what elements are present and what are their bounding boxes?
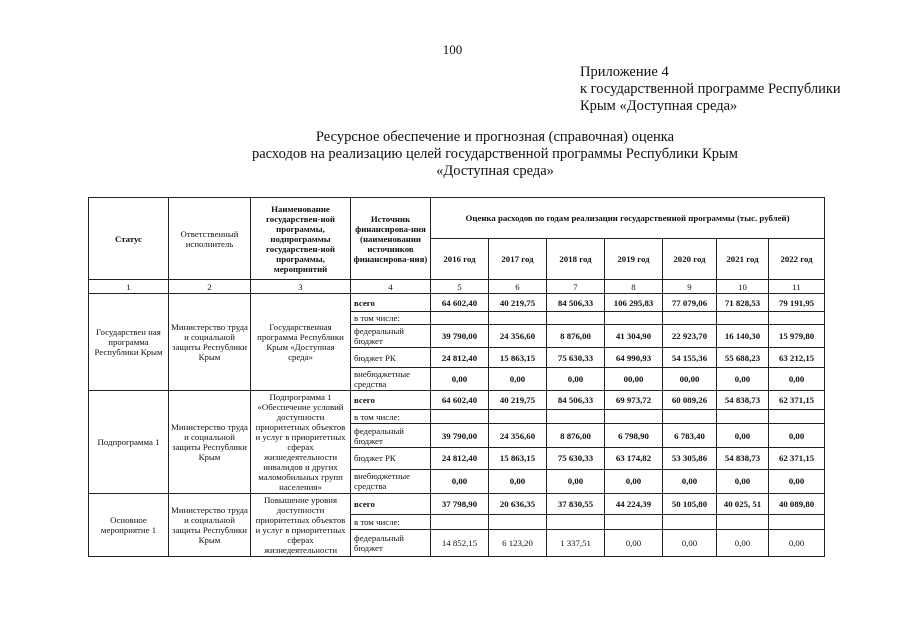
amount-cell xyxy=(605,515,663,530)
status-cell: Государствен ная программа Республики Крым xyxy=(89,294,169,391)
amount-cell: 0,00 xyxy=(431,368,489,391)
amount-cell: 15 863,15 xyxy=(489,448,547,469)
funding-source-cell: федеральный бюджет xyxy=(351,325,431,348)
amount-cell: 15 979,80 xyxy=(769,325,825,348)
amount-cell: 0,00 xyxy=(717,423,769,447)
amount-cell: 1 337,51 xyxy=(547,530,605,557)
amount-cell: 6 783,40 xyxy=(663,423,717,447)
amount-cell: 0,00 xyxy=(605,469,663,493)
amount-cell: 69 973,72 xyxy=(605,391,663,410)
amount-cell: 75 630,33 xyxy=(547,448,605,469)
amount-cell xyxy=(717,312,769,325)
funding-source-cell: в том числе: xyxy=(351,312,431,325)
table-body xyxy=(89,294,825,557)
amount-cell xyxy=(769,312,825,325)
amount-cell: 8 876,00 xyxy=(547,423,605,447)
amount-cell: 6 123,20 xyxy=(489,530,547,557)
funding-source-cell: в том числе: xyxy=(351,515,431,530)
column-index-row xyxy=(89,280,825,294)
amount-cell: 0,00 xyxy=(431,469,489,493)
amount-cell xyxy=(769,410,825,424)
amount-cell: 0,00 xyxy=(547,469,605,493)
funding-source-cell: всего xyxy=(351,494,431,515)
status-cell: Подпрограмма 1 xyxy=(89,391,169,494)
amount-cell xyxy=(489,410,547,424)
page-number: 100 xyxy=(442,42,463,57)
amount-cell: 0,00 xyxy=(489,469,547,493)
header-year: 2022 год xyxy=(769,239,825,280)
header-year: 2016 год xyxy=(431,239,489,280)
amount-cell: 0,00 xyxy=(547,368,605,391)
amount-cell: 0,00 xyxy=(769,469,825,493)
amount-cell: 62 371,15 xyxy=(769,391,825,410)
funding-source-cell: федеральный бюджет xyxy=(351,423,431,447)
amount-cell: 106 295,83 xyxy=(605,294,663,312)
header-year: 2019 год xyxy=(605,239,663,280)
amount-cell: 54 838,73 xyxy=(717,391,769,410)
funding-source-cell: в том числе: xyxy=(351,410,431,424)
amount-cell: 0,00 xyxy=(769,368,825,391)
amount-cell xyxy=(717,515,769,530)
amount-cell: 64 602,40 xyxy=(431,391,489,410)
amount-cell: 0,00 xyxy=(663,469,717,493)
amount-cell: 39 790,00 xyxy=(431,423,489,447)
amount-cell: 40 219,75 xyxy=(489,294,547,312)
amount-cell: 44 224,39 xyxy=(605,494,663,515)
amount-cell: 8 876,00 xyxy=(547,325,605,348)
amount-cell xyxy=(663,312,717,325)
amount-cell: 24 812,40 xyxy=(431,448,489,469)
amount-cell: 63 212,15 xyxy=(769,348,825,368)
header-row xyxy=(89,198,825,239)
title-line-1: Ресурсное обеспечение и прогнозная (справочная) оценка xyxy=(315,129,675,145)
title-line-2: расходов на реализацию целей государственной программы Республики Крым xyxy=(252,146,738,162)
amount-cell: 00,00 xyxy=(663,368,717,391)
column-index: 6 xyxy=(489,280,547,294)
amount-cell: 0,00 xyxy=(605,530,663,557)
amount-cell: 16 140,30 xyxy=(717,325,769,348)
header-executor: Ответственный исполнитель xyxy=(169,198,251,280)
amount-cell xyxy=(663,410,717,424)
program-name-cell: Государственная программа Республики Крым «Доступная среда» xyxy=(251,294,351,391)
amount-cell: 0,00 xyxy=(717,469,769,493)
amount-cell: 20 636,35 xyxy=(489,494,547,515)
amount-cell xyxy=(489,312,547,325)
amount-cell: 84 506,33 xyxy=(547,391,605,410)
amount-cell: 75 630,33 xyxy=(547,348,605,368)
column-index: 5 xyxy=(431,280,489,294)
amount-cell: 40 219,75 xyxy=(489,391,547,410)
funding-source-cell: всего xyxy=(351,391,431,410)
header-year: 2021 год xyxy=(717,239,769,280)
title-line-3: «Доступная среда» xyxy=(436,163,554,179)
header-status: Статус xyxy=(89,198,169,280)
amount-cell: 40 089,80 xyxy=(769,494,825,515)
executor-cell: Министерство труда и социальной защиты Республики Крым xyxy=(169,391,251,494)
funding-source-cell: бюджет РК xyxy=(351,448,431,469)
amount-cell xyxy=(431,410,489,424)
amount-cell: 53 305,86 xyxy=(663,448,717,469)
amount-cell: 0,00 xyxy=(769,423,825,447)
amount-cell: 0,00 xyxy=(663,530,717,557)
column-index: 3 xyxy=(251,280,351,294)
amount-cell xyxy=(547,515,605,530)
amount-cell xyxy=(547,312,605,325)
funding-source-cell: внебюджетные средства xyxy=(351,368,431,391)
column-index: 9 xyxy=(663,280,717,294)
program-name-cell: Повышение уровня доступности приоритетных объектов и услуг в приоритетных сферах жизнедеятельности xyxy=(251,494,351,557)
amount-cell xyxy=(605,312,663,325)
amount-cell: 24 812,40 xyxy=(431,348,489,368)
amount-cell: 14 852,15 xyxy=(431,530,489,557)
header-source: Источник финансирова-ния (наименовании источников финансирова-ния) xyxy=(351,198,431,280)
appendix-line-3: Крым «Доступная среда» xyxy=(580,98,738,114)
amount-cell: 0,00 xyxy=(769,530,825,557)
amount-cell: 37 798,90 xyxy=(431,494,489,515)
amount-cell: 37 830,55 xyxy=(547,494,605,515)
amount-cell: 24 356,60 xyxy=(489,423,547,447)
amount-cell: 40 025, 51 xyxy=(717,494,769,515)
amount-cell: 54 155,36 xyxy=(663,348,717,368)
amount-cell: 84 506,33 xyxy=(547,294,605,312)
executor-cell: Министерство труда и социальной защиты Республики Крым xyxy=(169,494,251,557)
table-row xyxy=(89,294,825,312)
funding-source-cell: бюджет РК xyxy=(351,348,431,368)
amount-cell xyxy=(431,515,489,530)
amount-cell: 22 923,70 xyxy=(663,325,717,348)
resource-table xyxy=(88,197,825,557)
amount-cell: 60 089,26 xyxy=(663,391,717,410)
amount-cell: 50 105,80 xyxy=(663,494,717,515)
amount-cell: 64 602,40 xyxy=(431,294,489,312)
header-year: 2018 год xyxy=(547,239,605,280)
amount-cell: 64 990,93 xyxy=(605,348,663,368)
amount-cell: 6 798,90 xyxy=(605,423,663,447)
amount-cell: 15 863,15 xyxy=(489,348,547,368)
appendix-line-2: к государственной программе Республики xyxy=(580,81,841,97)
appendix-note xyxy=(580,64,880,115)
amount-cell: 0,00 xyxy=(489,368,547,391)
table-row xyxy=(89,391,825,410)
amount-cell: 24 356,60 xyxy=(489,325,547,348)
header-year: 2017 год xyxy=(489,239,547,280)
column-index: 8 xyxy=(605,280,663,294)
column-index: 10 xyxy=(717,280,769,294)
table-row xyxy=(89,494,825,515)
column-index: 2 xyxy=(169,280,251,294)
amount-cell: 77 079,06 xyxy=(663,294,717,312)
program-name-cell: Подпрограмма 1 «Обеспечение условий доступности приоритетных объектов и услуг в приоритетных сферах жизнедеятельности инвалидов и других маломобильных групп населения» xyxy=(251,391,351,494)
amount-cell xyxy=(717,410,769,424)
document-title xyxy=(150,129,840,180)
column-index: 7 xyxy=(547,280,605,294)
amount-cell: 71 828,53 xyxy=(717,294,769,312)
funding-source-cell: всего xyxy=(351,294,431,312)
amount-cell: 41 304,90 xyxy=(605,325,663,348)
amount-cell: 00,00 xyxy=(605,368,663,391)
amount-cell: 39 790,00 xyxy=(431,325,489,348)
amount-cell: 0,00 xyxy=(717,530,769,557)
amount-cell xyxy=(663,515,717,530)
amount-cell: 63 174,82 xyxy=(605,448,663,469)
amount-cell xyxy=(605,410,663,424)
column-index: 1 xyxy=(89,280,169,294)
amount-cell: 54 838,73 xyxy=(717,448,769,469)
amount-cell: 55 688,23 xyxy=(717,348,769,368)
column-index: 11 xyxy=(769,280,825,294)
executor-cell: Министерство труда и социальной защиты Республики Крым xyxy=(169,294,251,391)
header-estimate: Оценка расходов по годам реализации государственной программы (тыс. рублей) xyxy=(431,198,825,239)
amount-cell xyxy=(547,410,605,424)
amount-cell xyxy=(431,312,489,325)
amount-cell xyxy=(769,515,825,530)
column-index: 4 xyxy=(351,280,431,294)
header-year: 2020 год xyxy=(663,239,717,280)
header-name: Наименование государствен-ной программы, подпрограммы государствен-ной программы, мероприятий xyxy=(251,198,351,280)
status-cell: Основное мероприятие 1 xyxy=(89,494,169,557)
amount-cell xyxy=(489,515,547,530)
appendix-line-1: Приложение 4 xyxy=(580,64,669,80)
funding-source-cell: федеральный бюджет xyxy=(351,530,431,557)
amount-cell: 79 191,95 xyxy=(769,294,825,312)
funding-source-cell: внебюджетные средства xyxy=(351,469,431,493)
amount-cell: 0,00 xyxy=(717,368,769,391)
amount-cell: 62 371,15 xyxy=(769,448,825,469)
